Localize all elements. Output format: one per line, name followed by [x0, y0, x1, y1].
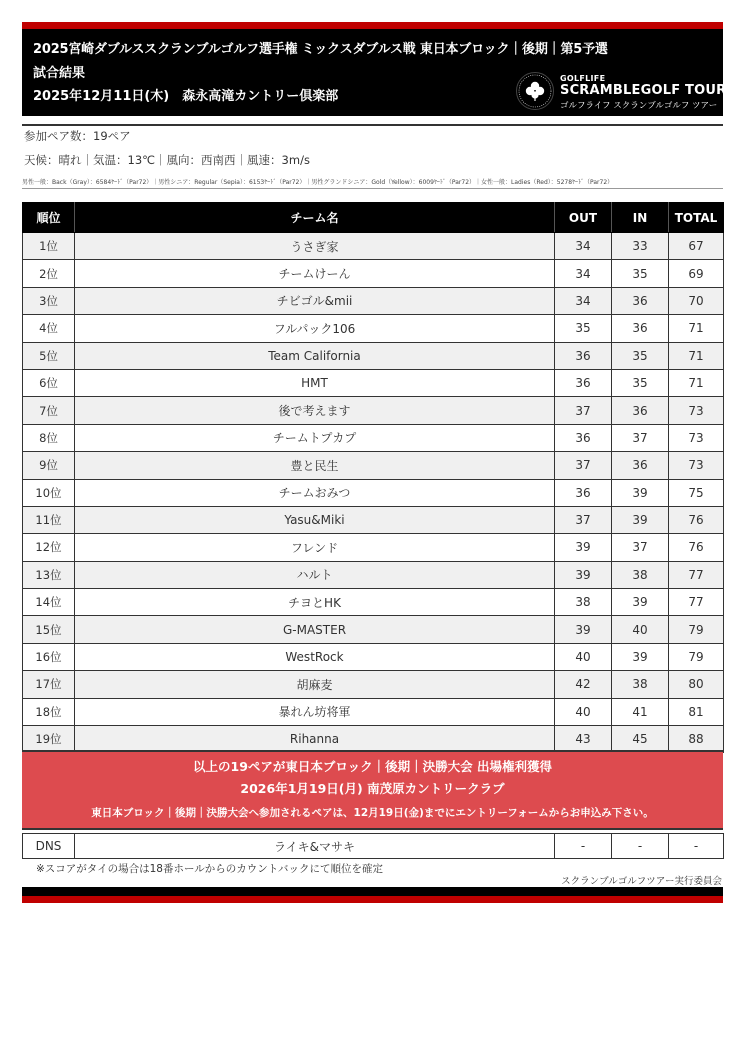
cell-total: 88 — [669, 726, 724, 753]
cell-out: 43 — [555, 726, 612, 753]
tiebreak-note: ※スコアがタイの場合は18番ホールからのカウントバックにて順位を確定 — [36, 863, 384, 875]
table-row — [23, 698, 724, 725]
cell-out: 35 — [555, 315, 612, 342]
results-page — [22, 22, 727, 887]
header-in: IN — [612, 203, 669, 233]
table-row — [23, 397, 724, 424]
cell-rank: 18位 — [23, 698, 75, 725]
cell-out: 39 — [555, 616, 612, 643]
cell-team: フレンド — [75, 534, 555, 561]
cell-team: チームトプカプ — [75, 424, 555, 451]
banner-final-date-venue: 2026年1月19日(月) 南茂原カントリークラブ — [240, 781, 505, 796]
cell-team: Team California — [75, 342, 555, 369]
cell-total: 73 — [669, 424, 724, 451]
cell-team: 後で考えます — [75, 397, 555, 424]
results-body — [23, 233, 724, 753]
cell-team: チビゴル&mii — [75, 287, 555, 314]
logo-golflife-text: GOLFLIFE — [560, 74, 606, 83]
table-row — [23, 452, 724, 479]
cell-team: チームけーん — [75, 260, 555, 287]
cell-rank: 13位 — [23, 561, 75, 588]
cell-team: Yasu&Miki — [75, 506, 555, 533]
table-row — [23, 616, 724, 643]
cell-out: 40 — [555, 698, 612, 725]
header-total: TOTAL — [669, 203, 724, 233]
cell-out: 36 — [555, 424, 612, 451]
footer-black-bar — [22, 887, 723, 896]
cell-team: チームおみつ — [75, 479, 555, 506]
dns-total: - — [669, 834, 724, 859]
cell-rank: 15位 — [23, 616, 75, 643]
cell-total: 73 — [669, 397, 724, 424]
cell-total: 71 — [669, 315, 724, 342]
cell-team: 暴れん坊将軍 — [75, 698, 555, 725]
cell-team: Rihanna — [75, 726, 555, 753]
cell-team: フルパック106 — [75, 315, 555, 342]
cell-total: 67 — [669, 233, 724, 260]
cell-total: 81 — [669, 698, 724, 725]
cell-total: 79 — [669, 616, 724, 643]
cell-total: 77 — [669, 561, 724, 588]
dns-row — [23, 834, 724, 859]
table-row — [23, 534, 724, 561]
organizer: スクランブルゴルフツアー実行委員会 — [561, 876, 722, 887]
dns-table — [22, 833, 724, 859]
cell-total: 71 — [669, 342, 724, 369]
table-row — [23, 643, 724, 670]
cell-out: 34 — [555, 260, 612, 287]
cell-rank: 4位 — [23, 315, 75, 342]
cell-out: 37 — [555, 506, 612, 533]
tournament-title: 2025宮崎ダブルススクランブルゴルフ選手権 ミックスダブルス戦 東日本ブロック｜後期｜第5予選 — [33, 42, 608, 57]
cell-total: 79 — [669, 643, 724, 670]
table-row — [23, 287, 724, 314]
dns-team: ライキ&マサキ — [75, 834, 555, 859]
cell-in: 39 — [612, 479, 669, 506]
cell-in: 36 — [612, 315, 669, 342]
cell-rank: 8位 — [23, 424, 75, 451]
results-subtitle: 試合結果 — [33, 66, 86, 81]
cell-rank: 16位 — [23, 643, 75, 670]
cell-total: 80 — [669, 671, 724, 698]
cell-rank: 10位 — [23, 479, 75, 506]
clover-emblem-icon — [516, 72, 554, 110]
cell-team: HMT — [75, 369, 555, 396]
header-rank: 順位 — [23, 203, 75, 233]
cell-team: 豊と民生 — [75, 452, 555, 479]
cell-out: 36 — [555, 369, 612, 396]
table-row — [23, 342, 724, 369]
cell-rank: 6位 — [23, 369, 75, 396]
cell-rank: 11位 — [23, 506, 75, 533]
cell-in: 38 — [612, 671, 669, 698]
cell-out: 36 — [555, 342, 612, 369]
tee-info: 男性一般：Back（Gray）：6584ﾔｰﾄﾞ（Par72）｜男性シニア：Regular（Sepia）：6153ﾔｰﾄﾞ（Par72）｜男性グランドシニア：Gold（Yellow）：6009ﾔｰﾄﾞ（Par72）｜女性一般：Ladies（Red）：5278ﾔｰﾄﾞ（Par72） — [22, 179, 614, 186]
cell-rank: 12位 — [23, 534, 75, 561]
cell-total: 75 — [669, 479, 724, 506]
cell-out: 34 — [555, 287, 612, 314]
page-header — [22, 22, 727, 116]
table-header-row — [23, 203, 724, 233]
cell-out: 40 — [555, 643, 612, 670]
cell-rank: 3位 — [23, 287, 75, 314]
cell-team: G-MASTER — [75, 616, 555, 643]
cell-total: 73 — [669, 452, 724, 479]
cell-rank: 14位 — [23, 589, 75, 616]
table-row — [23, 233, 724, 260]
header-out: OUT — [555, 203, 612, 233]
cell-rank: 5位 — [23, 342, 75, 369]
results-table — [22, 202, 724, 753]
cell-in: 35 — [612, 342, 669, 369]
cell-out: 42 — [555, 671, 612, 698]
cell-total: 69 — [669, 260, 724, 287]
cell-total: 70 — [669, 287, 724, 314]
cell-out: 34 — [555, 233, 612, 260]
cell-team: ハルト — [75, 561, 555, 588]
logo-scramblegolf-text: SCRAMBLEGOLF TOUR — [560, 83, 727, 98]
cell-in: 33 — [612, 233, 669, 260]
cell-in: 35 — [612, 369, 669, 396]
cell-rank: 17位 — [23, 671, 75, 698]
cell-in: 35 — [612, 260, 669, 287]
header-red-bar — [22, 22, 723, 29]
pair-count: 参加ペア数：19ペア — [24, 129, 131, 143]
cell-rank: 2位 — [23, 260, 75, 287]
cell-total: 76 — [669, 506, 724, 533]
table-row — [23, 479, 724, 506]
table-row — [23, 726, 724, 753]
table-row — [23, 369, 724, 396]
cell-in: 40 — [612, 616, 669, 643]
banner-qualified-text: 以上の19ペアが東日本ブロック｜後期｜決勝大会 出場権利獲得 — [193, 759, 552, 774]
banner-entry-notice: 東日本ブロック｜後期｜決勝大会へ参加されるペアは、12月19日(金)までにエントリーフォームからお申込み下さい。 — [91, 807, 654, 819]
cell-total: 77 — [669, 589, 724, 616]
cell-in: 45 — [612, 726, 669, 753]
cell-out: 39 — [555, 534, 612, 561]
weather-info: 天候：晴れ｜気温：13℃｜風向：西南西｜風速：3m/s — [24, 153, 310, 167]
table-row — [23, 506, 724, 533]
tour-logo — [514, 70, 727, 112]
cell-total: 76 — [669, 534, 724, 561]
date-venue: 2025年12月11日(木) 森永高滝カントリー倶楽部 — [33, 89, 339, 104]
cell-in: 39 — [612, 506, 669, 533]
cell-in: 37 — [612, 424, 669, 451]
logo-japanese-text: ゴルフライフ スクランブルゴルフ ツアー — [560, 101, 718, 111]
cell-rank: 19位 — [23, 726, 75, 753]
cell-in: 36 — [612, 397, 669, 424]
cell-out: 39 — [555, 561, 612, 588]
cell-in: 41 — [612, 698, 669, 725]
table-row — [23, 315, 724, 342]
info-divider — [22, 188, 723, 189]
dns-out: - — [555, 834, 612, 859]
cell-out: 37 — [555, 452, 612, 479]
dns-rank: DNS — [23, 834, 75, 859]
footer-red-bar — [22, 896, 723, 903]
qualification-banner — [22, 750, 723, 830]
table-row — [23, 424, 724, 451]
cell-in: 39 — [612, 643, 669, 670]
header-team: チーム名 — [75, 203, 555, 233]
table-row — [23, 671, 724, 698]
cell-in: 37 — [612, 534, 669, 561]
dns-in: - — [612, 834, 669, 859]
cell-rank: 1位 — [23, 233, 75, 260]
header-divider — [22, 124, 723, 126]
cell-out: 37 — [555, 397, 612, 424]
cell-out: 36 — [555, 479, 612, 506]
cell-out: 38 — [555, 589, 612, 616]
cell-in: 39 — [612, 589, 669, 616]
cell-total: 71 — [669, 369, 724, 396]
cell-team: うさぎ家 — [75, 233, 555, 260]
table-row — [23, 589, 724, 616]
cell-in: 36 — [612, 287, 669, 314]
cell-rank: 9位 — [23, 452, 75, 479]
cell-in: 38 — [612, 561, 669, 588]
table-row — [23, 260, 724, 287]
cell-team: チヨとHK — [75, 589, 555, 616]
cell-team: WestRock — [75, 643, 555, 670]
cell-team: 胡麻麦 — [75, 671, 555, 698]
cell-in: 36 — [612, 452, 669, 479]
cell-rank: 7位 — [23, 397, 75, 424]
table-row — [23, 561, 724, 588]
